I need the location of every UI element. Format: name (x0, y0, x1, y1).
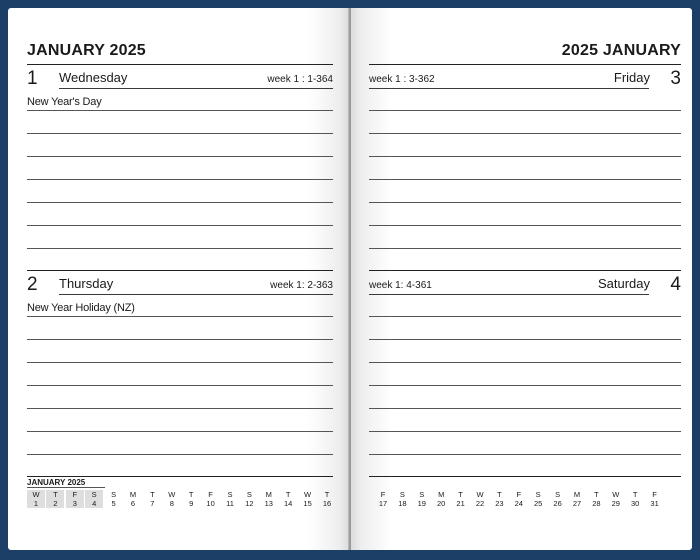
mini-calendar-weekday: F (380, 490, 386, 499)
mini-calendar-day (490, 490, 508, 508)
mini-calendar-date: 7 (150, 499, 155, 508)
mini-calendar-day (105, 490, 123, 508)
mini-calendar-day (432, 490, 450, 508)
mini-calendar-day (85, 490, 103, 508)
day-number: 3 (670, 68, 681, 89)
mini-calendar-day (587, 490, 605, 508)
mini-calendar-weekday: T (594, 490, 599, 499)
mini-calendar-date: 28 (592, 499, 601, 508)
mini-calendar-day (374, 490, 392, 508)
mini-calendar-date: 25 (534, 499, 543, 508)
mini-calendar-date: 10 (206, 499, 215, 508)
mini-calendar-weekday: M (129, 490, 137, 499)
writing-line (27, 156, 333, 157)
mini-calendar-day (66, 490, 84, 508)
mini-calendar-day (568, 490, 586, 508)
mini-calendar-weekday: S (535, 490, 541, 499)
mini-calendar-date: 20 (437, 499, 446, 508)
holiday-note: New Year Holiday (NZ) (27, 302, 135, 314)
mini-calendar-date: 9 (189, 499, 194, 508)
mini-calendar-weekday: W (168, 490, 176, 499)
week-number: week 1 : 1-364 (267, 74, 333, 85)
mini-calendar-weekday: M (438, 490, 445, 499)
mini-calendar-day (393, 490, 411, 508)
mini-calendar-day (452, 490, 470, 508)
header-rule (369, 64, 681, 65)
mini-calendar-day (260, 490, 278, 508)
writing-line (27, 454, 333, 455)
mini-calendar-day (318, 490, 336, 508)
mini-calendar-day (202, 490, 220, 508)
mini-calendar-date: 5 (111, 499, 116, 508)
day-separator (369, 270, 681, 271)
writing-line (369, 454, 681, 455)
mini-calendar-date: 31 (650, 499, 659, 508)
mini-calendar-date: 6 (130, 499, 136, 508)
week-number: week 1: 4-361 (369, 280, 432, 291)
mini-calendar-weekday: M (573, 490, 581, 499)
writing-line (369, 202, 681, 203)
writing-line (369, 362, 681, 363)
mini-calendar-weekday: S (246, 490, 252, 499)
mini-calendar-rule (27, 487, 105, 488)
mini-calendar-date: 11 (226, 499, 234, 508)
holiday-note: New Year's Day (27, 96, 102, 108)
mini-calendar-date: 15 (303, 499, 312, 508)
writing-line (27, 110, 333, 111)
mini-calendar-weekday: W (32, 490, 40, 499)
mini-calendar-weekday: F (72, 490, 78, 499)
mini-calendar-weekday: T (150, 490, 155, 499)
mini-calendar-date: 29 (611, 499, 620, 508)
writing-line (369, 385, 681, 386)
mini-calendar-day (549, 490, 567, 508)
mini-calendar-weekday: W (476, 490, 484, 499)
mini-calendar-date: 21 (456, 499, 465, 508)
mini-calendar-weekday: F (516, 490, 522, 499)
mini-calendar-date: 3 (72, 499, 77, 508)
mini-calendar-weekday: W (612, 490, 620, 499)
day-header-rule (369, 294, 649, 295)
month-header-left: JANUARY 2025 (27, 42, 146, 59)
mini-calendar-weekday: F (208, 490, 213, 499)
mini-calendar-weekday: S (399, 490, 405, 499)
page-bottom-rule (27, 476, 333, 477)
weekday-label: Saturday (597, 276, 650, 291)
weekday-label: Friday (613, 70, 650, 85)
writing-line (27, 202, 333, 203)
mini-calendar-day (529, 490, 547, 508)
mini-calendar-weekday: S (111, 490, 117, 499)
day-number: 1 (27, 68, 38, 89)
writing-line (369, 156, 681, 157)
writing-line (27, 225, 333, 226)
mini-calendar-weekday: S (91, 490, 97, 499)
mini-calendar-date: 1 (33, 499, 39, 508)
writing-line (369, 225, 681, 226)
mini-calendar-date: 16 (322, 499, 332, 508)
mini-calendar-day (279, 490, 297, 508)
writing-line (27, 248, 333, 249)
mini-calendar-date: 18 (398, 499, 407, 508)
mini-calendar-weekday: T (497, 490, 502, 499)
day-header-rule (59, 294, 333, 295)
left-page (8, 8, 349, 550)
mini-calendar-day (143, 490, 161, 508)
mini-calendar-date: 19 (417, 499, 426, 508)
mini-calendar-weekday: T (458, 490, 463, 499)
mini-calendar-date: 13 (264, 499, 273, 508)
mini-calendar-date: 12 (245, 499, 254, 508)
mini-calendar-day (510, 490, 528, 508)
mini-calendar-date: 17 (378, 499, 388, 508)
mini-calendar-weekday: S (227, 490, 233, 499)
mini-calendar-weekday: T (188, 490, 194, 499)
writing-line (27, 316, 333, 317)
mini-calendar-weekday: T (285, 490, 291, 499)
mini-calendar-date: 26 (553, 499, 562, 508)
page-bottom-rule (369, 476, 681, 477)
mini-calendar-day (163, 490, 181, 508)
writing-line (369, 110, 681, 111)
day-number: 2 (27, 274, 38, 295)
writing-line (27, 385, 333, 386)
mini-calendar-date: 8 (169, 499, 174, 508)
weekday-label: Thursday (59, 276, 114, 291)
writing-line (369, 431, 681, 432)
mini-calendar-day (646, 490, 664, 508)
mini-calendar-day (46, 490, 64, 508)
mini-calendar-date: 24 (514, 499, 523, 508)
mini-calendar-date: 23 (495, 499, 504, 508)
mini-calendar-day (240, 490, 258, 508)
writing-line (369, 339, 681, 340)
writing-line (27, 431, 333, 432)
mini-calendar-date: 22 (475, 499, 485, 508)
day-separator (27, 270, 333, 271)
mini-calendar-weekday: T (53, 490, 58, 499)
writing-line (27, 362, 333, 363)
mini-calendar-date: 2 (53, 499, 58, 508)
writing-line (27, 133, 333, 134)
writing-line (369, 408, 681, 409)
mini-calendar-date: 30 (631, 499, 640, 508)
mini-calendar-day (124, 490, 142, 508)
month-header-right: 2025 JANUARY (561, 42, 681, 59)
mini-calendar-weekday: T (632, 490, 638, 499)
diary-spread (8, 8, 692, 552)
mini-calendar-day (27, 490, 45, 508)
weekday-label: Wednesday (59, 70, 128, 85)
day-number: 4 (670, 274, 681, 295)
mini-calendar-weekday: M (265, 490, 272, 499)
writing-line (27, 179, 333, 180)
writing-line (27, 339, 333, 340)
writing-line (369, 248, 681, 249)
mini-calendar-day (471, 490, 489, 508)
mini-calendar-weekday: F (652, 490, 657, 499)
mini-calendar-day (626, 490, 644, 508)
mini-calendar-date: 27 (572, 499, 582, 508)
writing-line (27, 408, 333, 409)
mini-calendar-weekday: W (304, 490, 312, 499)
week-number: week 1 : 3-362 (369, 74, 435, 85)
writing-line (369, 316, 681, 317)
mini-calendar-day (413, 490, 431, 508)
mini-calendar-title: JANUARY 2025 (27, 478, 86, 487)
header-rule (27, 64, 333, 65)
writing-line (369, 179, 681, 180)
mini-calendar-day (299, 490, 317, 508)
mini-calendar-date: 14 (284, 499, 293, 508)
mini-calendar-day (607, 490, 625, 508)
right-page (351, 8, 692, 550)
mini-calendar-day (182, 490, 200, 508)
day-header-rule (369, 88, 649, 89)
day-header-rule (59, 88, 333, 89)
mini-calendar-weekday: S (555, 490, 561, 499)
mini-calendar-weekday: S (419, 490, 425, 499)
writing-line (369, 133, 681, 134)
week-number: week 1: 2-363 (270, 280, 333, 291)
mini-calendar-date: 4 (92, 499, 97, 508)
mini-calendar-weekday: T (324, 490, 330, 499)
mini-calendar-day (221, 490, 239, 508)
